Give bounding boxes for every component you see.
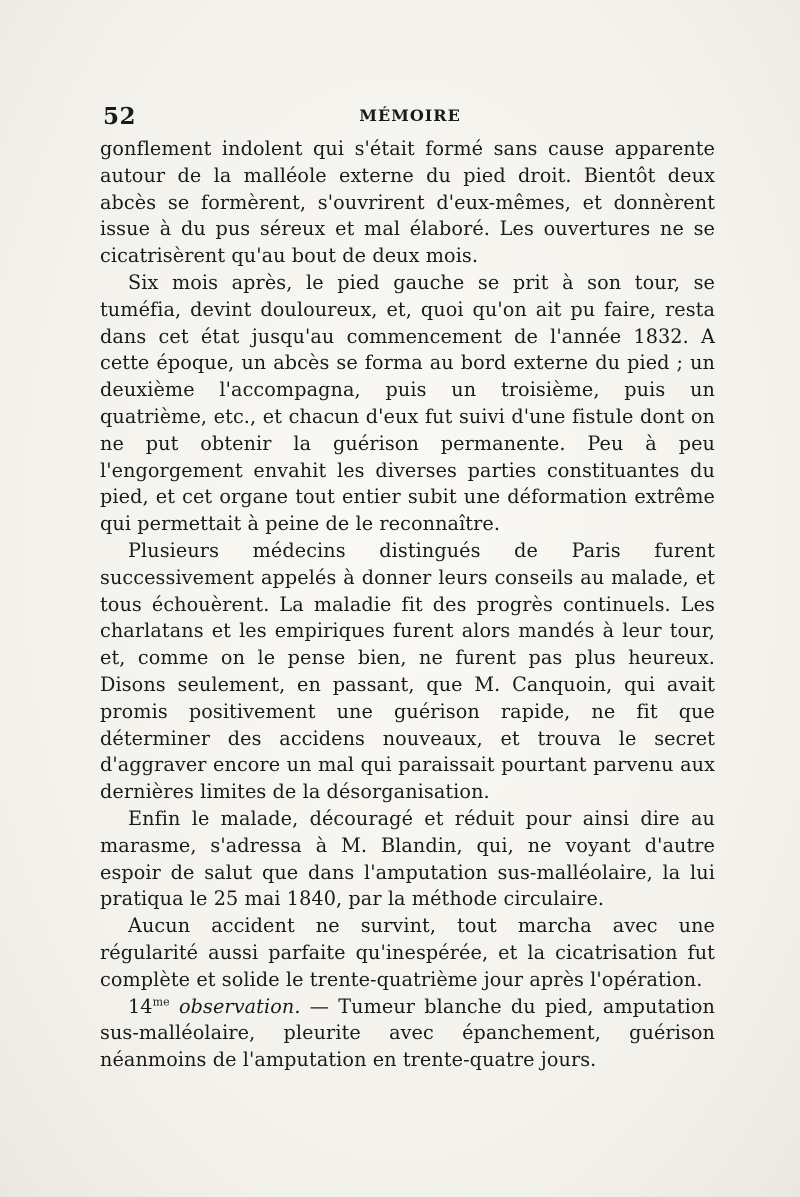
running-title: MÉMOIRE bbox=[359, 106, 461, 125]
page-header bbox=[103, 103, 717, 133]
page-number: 52 bbox=[103, 103, 137, 130]
observation-label: observation. bbox=[178, 994, 301, 1018]
observation-heading bbox=[100, 994, 715, 1074]
paragraph-physicians: Plusieurs médecins distingués de Paris furent successivement appelés à donner leurs conseils au malade, et tous échouèrent. La maladie fit des progrès continuels. Les charlatans et les empiriques furent alors mandés à leur tour, et, comme on le pense bien, ne furent pas plus heureux. Disons seulement, en passant, que M. Canquoin, qui avait promis positivement une guérison rapide, ne fit que déterminer des accidens nouveaux, et trouva le secret d'aggraver encore un mal qui paraissait pourtant parvenu aux dernières limites de la désorganisation. bbox=[100, 538, 715, 804]
observation-number-suffix: me bbox=[152, 995, 170, 1009]
paragraph-amputation: Enfin le malade, découragé et réduit pour ainsi dire au marasme, s'adressa à M. Blandin, qui, ne voyant d'autre espoir de salut que dans l'amputation sus-malléolaire, la lui pratiqua le 25 mai 1840, par la méthode circulaire. bbox=[100, 806, 715, 911]
observation-number: 14 bbox=[128, 994, 153, 1018]
observation-summary: — Tumeur blanche du pied, amputation sus-malléolaire, pleurite avec épanchement, guérison néanmoins de l'amputation en trente-quatre jours. bbox=[100, 994, 715, 1072]
paragraph-left-foot: Six mois après, le pied gauche se prit à son tour, se tuméfia, devint douloureux, et, quoi qu'on ait pu faire, resta dans cet état jusqu'au commencement de l'année 1832. A cette époque, un abcès se forma au bord externe du pied ; un deuxième l'accompagna, puis un troisième, puis un quatrième, etc., et chacun d'eux fut suivi d'une fistule dont on ne put obtenir la guérison permanente. Peu à peu l'engorgement envahit les diverses parties constituantes du pied, et cet organe tout entier subit une déformation extrême qui permettait à peine de le reconnaître. bbox=[100, 270, 715, 536]
body-text bbox=[100, 136, 715, 1074]
paragraph-recovery: Aucun accident ne survint, tout marcha avec une régularité aussi parfaite qu'inespérée, et la cicatrisation fut complète et solide le trente-quatrième jour après l'opération. bbox=[100, 914, 715, 991]
paragraph-continuation: gonflement indolent qui s'était formé sans cause apparente autour de la malléole externe du pied droit. Bientôt deux abcès se formèrent, s'ouvrirent d'eux-mêmes, et donnèrent issue à du pus séreux et mal élaboré. Les ouvertures ne se cicatrisèrent qu'au bout de deux mois. bbox=[100, 137, 715, 268]
